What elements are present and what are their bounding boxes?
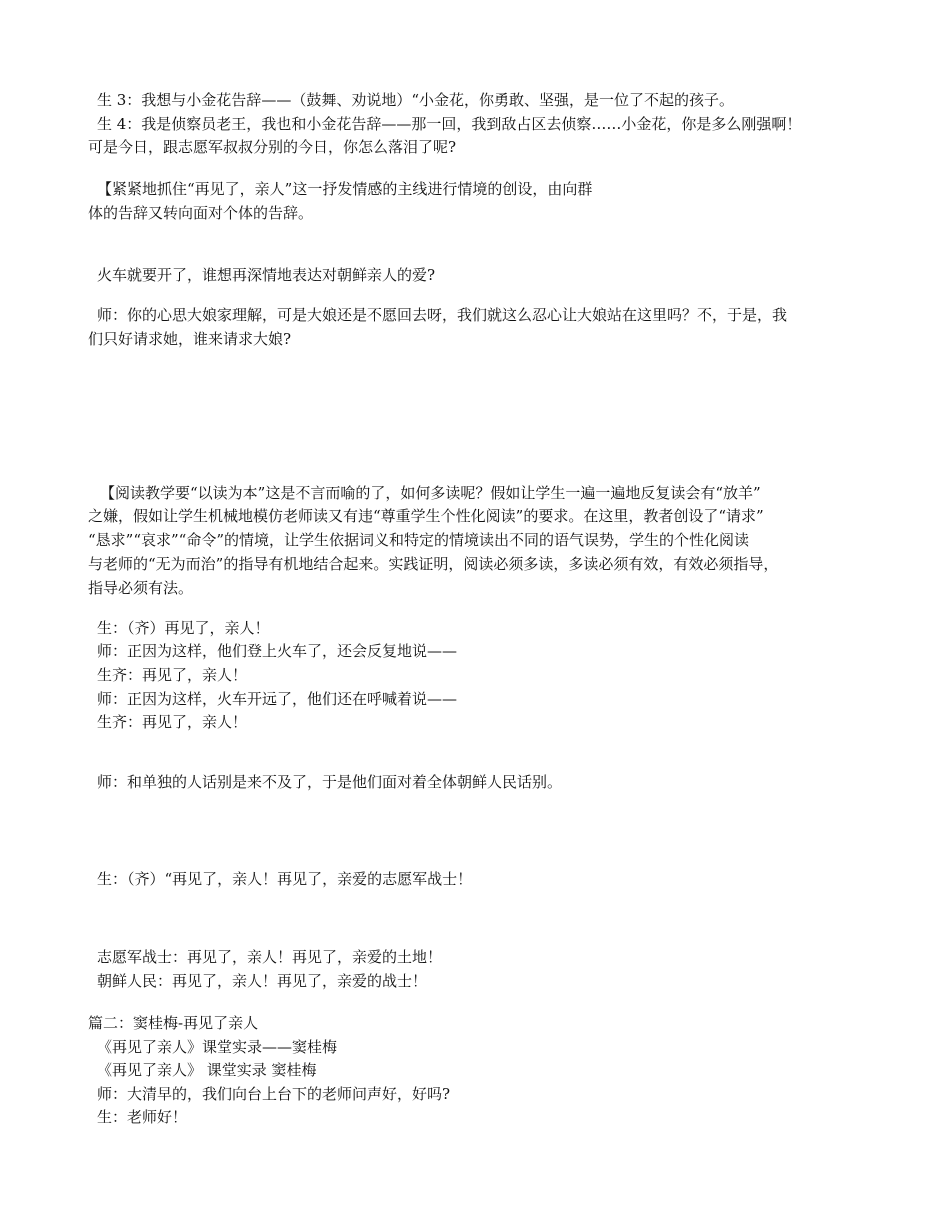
text-line: 体的告辞又转向面对个体的告辞。 (88, 204, 314, 222)
text-line: 【阅读教学要“以读为本”这是不言而喻的了，如何多读呢？假如让学生一遍一遍地反复读会有“放羊” (100, 484, 761, 502)
text-line: 师：大清早的，我们向台上台下的老师问声好，好吗? (97, 1085, 451, 1103)
text-line: 师：正因为这样，他们登上火车了，还会反复地说—— (97, 642, 458, 660)
text-line: 生齐：再见了，亲人！ (97, 666, 248, 684)
section-heading: 篇二：窦桂梅-再见了亲人 (88, 1014, 259, 1032)
text-line: 志愿军战士：再见了，亲人！再见了，亲爱的土地！ (97, 948, 443, 966)
text-line: 们只好请求她，谁来请求大娘? (88, 330, 292, 348)
text-line: 指导必须有法。 (88, 579, 194, 597)
text-line: “恳求”“哀求”“命令”的情境，让学生依据词义和特定的情境读出不同的语气误势，学生的个性化阅读 (88, 531, 750, 549)
text-line: 生：老师好！ (97, 1108, 188, 1126)
text-line: 可是今日，跟志愿军叔叔分别的今日，你怎么落泪了呢? (88, 138, 457, 156)
text-line: 【紧紧地抓住“再见了，亲人”这一抒发情感的主线进行情境的创设，由向群 (97, 180, 593, 198)
text-line: 生齐：再见了，亲人！ (97, 713, 248, 731)
text-line: 师：你的心思大娘家理解，可是大娘还是不愿回去呀，我们就这么忍心让大娘站在这里吗？不，于是，我 (97, 306, 788, 324)
text-line: 师：正因为这样，火车开远了，他们还在呼喊着说—— (97, 690, 458, 708)
text-line: 《再见了亲人》课堂实录——窦桂梅 (97, 1038, 338, 1056)
text-line: 与老师的“无为而治”的指导有机地结合起来。实践证明，阅读必须多读，多读必须有效，有效必须指导， (88, 555, 779, 573)
text-line: 朝鲜人民：再见了，亲人！再见了，亲爱的战士！ (97, 972, 428, 990)
text-line: 火车就要开了，谁想再深情地表达对朝鲜亲人的爱? (97, 266, 436, 284)
text-line: 生：（齐）“再见了，亲人！再见了，亲爱的志愿军战士！ (97, 870, 473, 888)
text-line: 生 4：我是侦察员老王，我也和小金花告辞——那一回，我到敌占区去侦察……小金花，你是多么刚强啊！ (97, 115, 802, 133)
text-line: 师：和单独的人话别是来不及了，于是他们面对着全体朝鲜人民话别。 (97, 773, 563, 791)
text-line: 《再见了亲人》 课堂实录 窦桂梅 (97, 1061, 317, 1079)
text-line: 生 3：我想与小金花告辞——（鼓舞、劝说地）“小金花，你勇敢、坚强，是一位了不起的孩子。 (97, 91, 734, 109)
text-line: 生：（齐）再见了，亲人！ (97, 619, 270, 637)
text-line: 之嫌，假如让学生机械地模仿老师读又有违“尊重学生个性化阅读”的要求。在这里，教者创设了“请求” (88, 507, 764, 525)
